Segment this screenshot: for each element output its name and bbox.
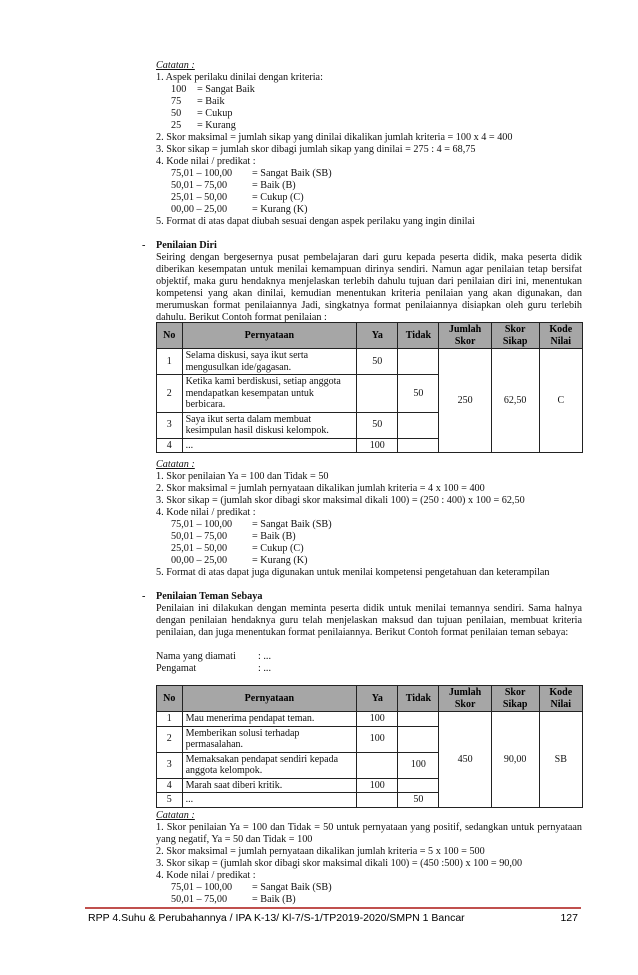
predikat-range: 50,01 – 75,00 [171, 531, 228, 542]
predikat-range: 50,01 – 75,00 [171, 180, 228, 191]
cell-no: 3 [157, 412, 183, 438]
footer [88, 912, 578, 924]
cell-pernyataan: Saya ikut serta dalam membuat kesimpulan hasil diskusi kelompok. [182, 412, 357, 438]
nama-label: Nama yang diamati [156, 651, 236, 662]
cell-tidak [398, 726, 439, 752]
note-item: 1. Skor penilaian Ya = 100 dan Tidak = 50 [156, 471, 329, 482]
predikat-desc: = Baik (B) [252, 531, 296, 542]
section-heading: Penilaian Diri [156, 240, 217, 251]
criteria-value: 50 [171, 108, 182, 119]
cell-ya: 100 [357, 778, 398, 793]
cell-ya: 100 [357, 726, 398, 752]
cell-ya: 50 [357, 349, 398, 375]
header-ya: Ya [357, 686, 398, 712]
cell-no: 2 [157, 726, 183, 752]
cell-no: 3 [157, 752, 183, 778]
predikat-desc: = Kurang (K) [252, 204, 308, 215]
header-jumlah-skor: Jumlah Skor [439, 323, 491, 349]
nama-value: : ... [258, 651, 272, 662]
cell-pernyataan: ... [182, 793, 357, 808]
self-assessment-table [156, 322, 583, 453]
predikat-desc: = Sangat Baik (SB) [252, 168, 332, 179]
pengamat-label: Pengamat [156, 663, 197, 674]
note-item: 3. Skor sikap = (jumlah skor dibagi skor maksimal dikali 100) = (250 : 400) x 100 = 62,50 [156, 495, 525, 506]
note-item: 4. Kode nilai / predikat : [156, 870, 256, 881]
note-item: 2. Skor maksimal = jumlah sikap yang dinilai dikalikan jumlah kriteria = 100 x 4 = 400 [156, 132, 513, 143]
note-item: 2. Skor maksimal = jumlah pernyataan dikalikan jumlah kriteria = 4 x 100 = 400 [156, 483, 485, 494]
cell-pernyataan: Ketika kami berdiskusi, setiap anggota mendapatkan kesempatan untuk berbicara. [182, 375, 357, 413]
header-kode-nilai: Kode Nilai [539, 323, 582, 349]
cell-kode-nilai: C [539, 349, 582, 453]
predikat-desc: = Sangat Baik (SB) [252, 882, 332, 893]
note-item: 4. Kode nilai / predikat : [156, 507, 256, 518]
header-skor-sikap: Skor Sikap [491, 686, 539, 712]
cell-tidak [398, 712, 439, 727]
cell-pernyataan: Memaksakan pendapat sendiri kepada anggota kelompok. [182, 752, 357, 778]
note-item: 5. Format di atas dapat diubah sesuai dengan aspek perilaku yang ingin dinilai [156, 216, 475, 227]
predikat-desc: = Sangat Baik (SB) [252, 519, 332, 530]
page-number: 127 [560, 912, 578, 924]
cell-ya [357, 752, 398, 778]
predikat-desc: = Baik (B) [252, 894, 296, 905]
criteria-desc: = Cukup [197, 108, 233, 119]
cell-tidak: 50 [398, 375, 439, 413]
predikat-desc: = Cukup (C) [252, 192, 304, 203]
footer-text: RPP 4.Suhu & Perubahannya / IPA K-13/ Kl-7/S-1/TP2019-2020/SMPN 1 Bancar [88, 912, 465, 924]
predikat-range: 75,01 – 100,00 [171, 882, 233, 893]
catatan-title: Catatan : [156, 459, 195, 470]
header-tidak: Tidak [398, 323, 439, 349]
cell-pernyataan: Marah saat diberi kritik. [182, 778, 357, 793]
cell-pernyataan: Memberikan solusi terhadap permasalahan. [182, 726, 357, 752]
cell-ya: 100 [357, 712, 398, 727]
cell-no: 1 [157, 712, 183, 727]
header-pernyataan: Pernyataan [182, 323, 357, 349]
peer-assessment-table [156, 685, 583, 808]
header-kode-nilai: Kode Nilai [539, 686, 582, 712]
cell-pernyataan: ... [182, 438, 357, 453]
catatan-title: Catatan : [156, 810, 195, 821]
cell-ya [357, 375, 398, 413]
predikat-range: 75,01 – 100,00 [171, 168, 233, 179]
table-row [157, 349, 583, 375]
table-row [157, 712, 583, 727]
catatan-title: Catatan : [156, 60, 195, 71]
cell-ya: 100 [357, 438, 398, 453]
predikat-range: 25,01 – 50,00 [171, 543, 228, 554]
header-no: No [157, 323, 183, 349]
criteria-desc: = Sangat Baik [197, 84, 255, 95]
cell-no: 1 [157, 349, 183, 375]
section-paragraph: Penilaian ini dilakukan dengan meminta peserta didik untuk menilai temannya sendiri. Sama halnya dengan penilaian hendaknya guru telah menjelaskan maksud dan tujuan penilaian, membuat kriteria penilaian, dan juga menentukan format penilaiannya. Berikut Contoh format penilaian teman sebaya: [156, 603, 582, 638]
cell-tidak: 100 [398, 752, 439, 778]
header-skor-sikap: Skor Sikap [491, 323, 539, 349]
predikat-range: 25,01 – 50,00 [171, 192, 228, 203]
cell-jumlah-skor: 450 [439, 712, 491, 808]
cell-ya [357, 793, 398, 808]
criteria-desc: = Baik [197, 96, 225, 107]
cell-pernyataan: Selama diskusi, saya ikut serta mengusulkan ide/gagasan. [182, 349, 357, 375]
cell-tidak: 50 [398, 793, 439, 808]
note-item: 2. Skor maksimal = jumlah pernyataan dikalikan jumlah kriteria = 5 x 100 = 500 [156, 846, 485, 857]
header-jumlah-skor: Jumlah Skor [439, 686, 491, 712]
note-item: 4. Kode nilai / predikat : [156, 156, 256, 167]
header-ya: Ya [357, 323, 398, 349]
section-heading: Penilaian Teman Sebaya [156, 591, 263, 602]
predikat-desc: = Cukup (C) [252, 543, 304, 554]
section-paragraph: Seiring dengan bergesernya pusat pembelajaran dari guru kepada peserta didik, maka peserta didik diberikan kesempatan untuk menilai kemampuan dirinya sendiri. Namun agar penilaian tetap bersifat objektif, maka guru hendaknya menjelaskan terlebih dahulu tujuan dari penilaian diri ini, menentukan kompetensi yang akan dinilai, kemudian menentukan kriteria penilaian yang akan digunakan, dan merumuskan format penilaiannya Jadi, singkatnya format penilaiannya disiapkan oleh guru terlebih dahulu. Berikut Contoh format penilaian : [156, 252, 582, 323]
cell-no: 2 [157, 375, 183, 413]
criteria-desc: = Kurang [197, 120, 236, 131]
cell-skor-sikap: 62,50 [491, 349, 539, 453]
cell-tidak [398, 438, 439, 453]
note-item: 1. Aspek perilaku dinilai dengan kriteria: [156, 72, 323, 83]
header-tidak: Tidak [398, 686, 439, 712]
note-item: 5. Format di atas dapat juga digunakan untuk menilai kompetensi pengetahuan dan keterampilan [156, 567, 550, 578]
cell-jumlah-skor: 250 [439, 349, 491, 453]
cell-kode-nilai: SB [539, 712, 582, 808]
criteria-value: 25 [171, 120, 182, 131]
note-item: 3. Skor sikap = jumlah skor dibagi jumlah sikap yang dinilai = 275 : 4 = 68,75 [156, 144, 476, 155]
bullet-dash: - [142, 240, 146, 251]
header-pernyataan: Pernyataan [182, 686, 357, 712]
cell-no: 4 [157, 438, 183, 453]
cell-skor-sikap: 90,00 [491, 712, 539, 808]
pengamat-value: : ... [258, 663, 272, 674]
footer-divider [85, 907, 581, 909]
cell-tidak [398, 412, 439, 438]
predikat-desc: = Baik (B) [252, 180, 296, 191]
cell-ya: 50 [357, 412, 398, 438]
bullet-dash: - [142, 591, 146, 602]
cell-tidak [398, 778, 439, 793]
note-item: 1. Skor penilaian Ya = 100 dan Tidak = 50 untuk pernyataan yang positif, sedangkan untuk pernyataan yang negatif, Ya = 50 dan Tidak = 100 [156, 822, 582, 845]
predikat-range: 75,01 – 100,00 [171, 519, 233, 530]
note-item: 3. Skor sikap = (jumlah skor dibagi skor maksimal dikali 100) = (450 :500) x 100 = 90,00 [156, 858, 523, 869]
cell-no: 4 [157, 778, 183, 793]
predikat-range: 00,00 – 25,00 [171, 555, 228, 566]
cell-no: 5 [157, 793, 183, 808]
cell-pernyataan: Mau menerima pendapat teman. [182, 712, 357, 727]
cell-tidak [398, 349, 439, 375]
criteria-value: 75 [171, 96, 182, 107]
predikat-desc: = Kurang (K) [252, 555, 308, 566]
criteria-value: 100 [171, 84, 187, 95]
header-no: No [157, 686, 183, 712]
predikat-range: 50,01 – 75,00 [171, 894, 228, 905]
predikat-range: 00,00 – 25,00 [171, 204, 228, 215]
